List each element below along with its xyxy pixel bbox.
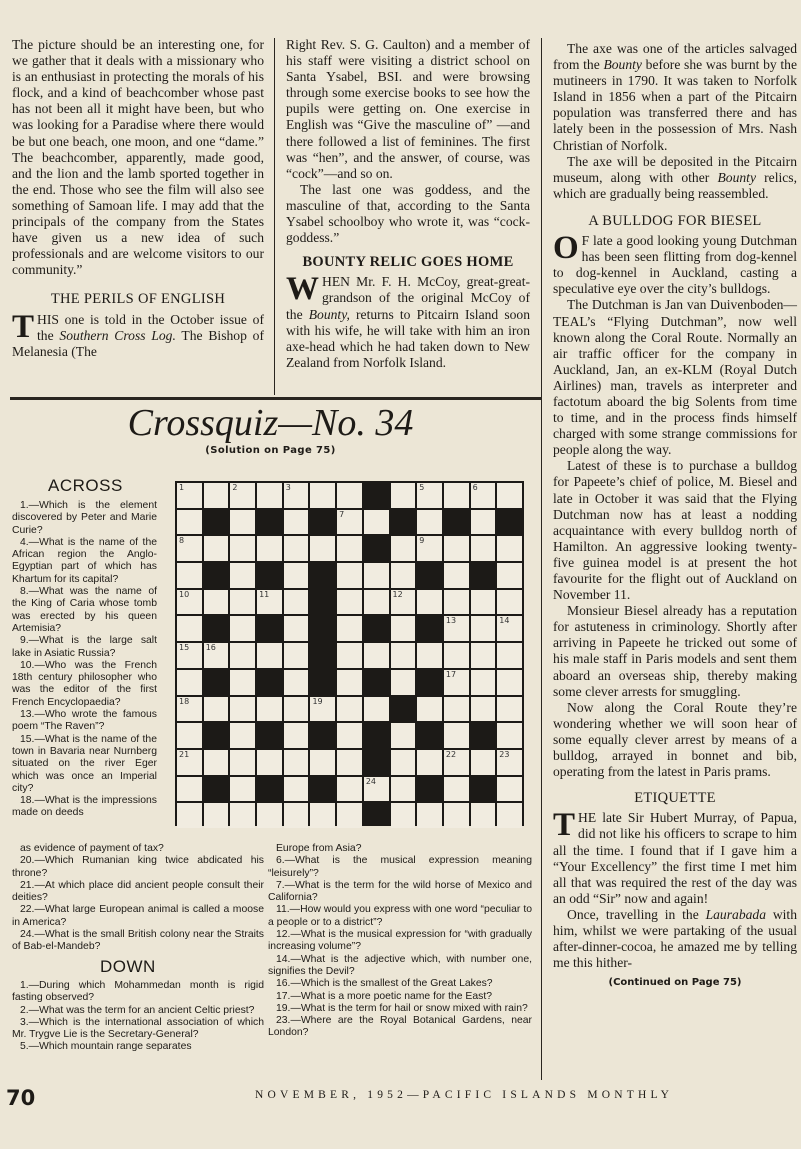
crossword-cell bbox=[310, 536, 335, 561]
crossword-cell bbox=[177, 483, 202, 508]
crossword-cell bbox=[337, 510, 362, 535]
crossword-cell bbox=[257, 590, 282, 615]
crossword-cell bbox=[417, 536, 442, 561]
crossword-cell bbox=[310, 803, 335, 828]
clue: 18.—What is the impressions made on deeds bbox=[12, 795, 157, 819]
column-2 bbox=[286, 37, 530, 371]
crossword-cell bbox=[391, 563, 416, 588]
continued-note: (Continued on Page 75) bbox=[608, 977, 742, 989]
crossword-cell bbox=[230, 483, 255, 508]
section-heading: A BULLDOG FOR BIESEL bbox=[588, 212, 762, 229]
paragraph: Now along the Coral Route they’re wondering whether we will soon hear of some equally clever arrest by means of a bulldog, arrayed in bonnet and bib, operating from the latest in Paris prams. bbox=[553, 699, 797, 780]
cell-number: 7 bbox=[339, 509, 345, 519]
clue: 4.—What is the name of the African region the Anglo-Egyptian part of which has Khartum for its capital? bbox=[12, 536, 157, 585]
crossword-cell bbox=[391, 483, 416, 508]
cell-number: 14 bbox=[499, 616, 510, 626]
crossword-cell bbox=[257, 697, 282, 722]
crossword-cell bbox=[444, 777, 469, 802]
drop-cap: O bbox=[553, 230, 579, 267]
crossword-cell bbox=[444, 670, 469, 695]
crossword-cell bbox=[177, 777, 202, 802]
crossword-cell bbox=[284, 510, 309, 535]
down-clues-right bbox=[268, 843, 532, 1040]
crossword-cell bbox=[444, 803, 469, 828]
crossword-cell bbox=[310, 483, 335, 508]
crossword-cell bbox=[230, 536, 255, 561]
cell-number: 21 bbox=[179, 749, 190, 759]
paragraph: Once, travelling in the Laurabada with him, whilst we were partaking of the usual after-dinner-cocoa, he amazed me by telling me this hither- bbox=[553, 906, 797, 971]
clue: 23.—Where are the Royal Botanical Gardens, near London? bbox=[268, 1015, 532, 1039]
crossword-cell bbox=[417, 803, 442, 828]
crossword-cell bbox=[364, 643, 389, 668]
crossword-cell bbox=[177, 803, 202, 828]
clue: 16.—Which is the smallest of the Great Lakes? bbox=[276, 978, 493, 990]
crossword-cell bbox=[230, 563, 255, 588]
crossword-cell bbox=[337, 643, 362, 668]
page-number: 70 bbox=[6, 1086, 36, 1110]
crossword-cell bbox=[284, 750, 309, 775]
across-clues-bottom bbox=[12, 843, 264, 954]
crossword-cell bbox=[337, 483, 362, 508]
crossword-cell bbox=[177, 723, 202, 748]
paragraph: O F late a good looking young Dutchman has been seen flitting from dog-kennel to dog-kennel in Auckland, casting a speculative eye over the city’s bulldogs. bbox=[553, 230, 797, 297]
crossword-cell bbox=[497, 536, 522, 561]
crossword-cell bbox=[337, 750, 362, 775]
down-heading: DOWN bbox=[100, 957, 156, 976]
crossword-cell bbox=[204, 643, 229, 668]
crossword-cell bbox=[497, 670, 522, 695]
crossword-cell bbox=[284, 723, 309, 748]
cell-number: 22 bbox=[445, 749, 457, 759]
section-heading: ETIQUETTE bbox=[634, 790, 716, 807]
crossword-cell bbox=[257, 750, 282, 775]
cell-number: 23 bbox=[499, 749, 510, 759]
crossword-cell bbox=[391, 536, 416, 561]
across-clues-top bbox=[12, 500, 157, 820]
crossword-cell bbox=[497, 750, 522, 775]
crossword-cell bbox=[177, 697, 202, 722]
clue: 10.—Who was the French 18th century philosopher who was the editor of the first French Encyclopaedia? bbox=[12, 659, 157, 708]
cell-number: 10 bbox=[179, 589, 190, 599]
crossword-cell bbox=[364, 777, 389, 802]
column-3 bbox=[553, 41, 797, 991]
clue: 22.—What large European animal is called a moose in America? bbox=[12, 904, 264, 928]
crossquiz-title: Crossquiz—No. 34 bbox=[127, 402, 414, 444]
crossword-cell bbox=[337, 536, 362, 561]
crossword-cell bbox=[471, 510, 496, 535]
crossword-cell bbox=[497, 563, 522, 588]
crossword-cell bbox=[444, 563, 469, 588]
crossword-cell bbox=[337, 590, 362, 615]
crossword-cell bbox=[337, 616, 362, 641]
crossword-cell bbox=[497, 697, 522, 722]
clue: 19.—What is the term for hail or snow mixed with rain? bbox=[276, 1002, 528, 1014]
crossword-cell bbox=[257, 483, 282, 508]
crossword-cell bbox=[444, 643, 469, 668]
crossword-cell bbox=[177, 616, 202, 641]
crossword-cell bbox=[204, 803, 229, 828]
crossword-cell bbox=[364, 697, 389, 722]
paragraph: The axe will be deposited in the Pitcairn museum, along with other Bounty relics, which are gradually being reassembled. bbox=[553, 153, 797, 201]
column-divider bbox=[274, 38, 275, 395]
clue: 15.—What is the name of the town in Bavaria near Nurnberg situated on the river Eger which was once an Imperial city? bbox=[12, 733, 157, 794]
crossword-cell bbox=[204, 750, 229, 775]
crossword-cell bbox=[177, 590, 202, 615]
crossword-cell bbox=[444, 723, 469, 748]
crossword-cell bbox=[310, 697, 335, 722]
crossword-cell bbox=[177, 536, 202, 561]
crossword-cell bbox=[204, 536, 229, 561]
crossword-cell bbox=[230, 616, 255, 641]
cell-number: 3 bbox=[285, 483, 291, 492]
crossword-cell bbox=[444, 590, 469, 615]
cell-number: 6 bbox=[472, 483, 478, 492]
cell-number: 8 bbox=[179, 536, 185, 546]
cell-number: 24 bbox=[365, 776, 377, 786]
crossword-cell bbox=[417, 483, 442, 508]
crossword-cell bbox=[230, 510, 255, 535]
crossword-cell bbox=[284, 803, 309, 828]
paragraph: The Dutchman is Jan van Duivenboden—TEAL’s “Flying Dutchman”, now well known along the Coral Route. Normally an air traffic officer for the company in Auckland, Jan, an ex-KLM (Royal Dutch Airlines) man, travels as interpreter and factotum aboard the big Solents from time to time, and in the process finds himself charged with some strange commissions for people along the way. bbox=[553, 297, 797, 458]
crossword-cell bbox=[497, 616, 522, 641]
crossword-cell bbox=[337, 697, 362, 722]
running-footer: NOVEMBER, 1952—PACIFIC ISLANDS MONTHLY bbox=[255, 1089, 674, 1101]
crossword-cell bbox=[471, 670, 496, 695]
cell-number: 18 bbox=[179, 696, 190, 706]
crossword-cell bbox=[444, 536, 469, 561]
cell-number: 2 bbox=[232, 483, 238, 492]
crossword-cell bbox=[391, 723, 416, 748]
crossword-cell bbox=[471, 616, 496, 641]
clue: 3.—Which is the international association of which Mr. Trygve Lie is the Secretary-General? bbox=[12, 1016, 264, 1041]
paragraph: The axe was one of the articles salvaged from the Bounty before she was burnt by the mutineers in 1790. It was taken to Norfolk Island in 1856 when a part of the Pitcairn population was transferred there and has lately been in the possession of Mrs. Nash Christian of Norfolk. bbox=[553, 41, 797, 153]
crossword-cell bbox=[471, 697, 496, 722]
cell-number: 13 bbox=[445, 616, 457, 626]
crossword-cell bbox=[257, 643, 282, 668]
paragraph: Monsieur Biesel already has a reputation for astuteness in criminology. Shortly after arriving in Papeete he tricked out some of his male staff in Paris models and sent them aboard an overseas ship, thereby making some clever arrests for smuggling. bbox=[553, 603, 797, 699]
crossword-cell bbox=[177, 510, 202, 535]
crossword-cell bbox=[391, 777, 416, 802]
paragraph: Right Rev. S. G. Caulton) and a member of his staff were visiting a district school on Santa Ysabel, BSI. and were browsing through some exercise books to see how the pupils were getting on. One exercise in English was “Give the masculine of” —and there followed a list of feminines. The first was “hen”, and the answer, of course, was “cock”—and so on. bbox=[286, 37, 530, 181]
crossword-cell bbox=[177, 670, 202, 695]
crossword-cell bbox=[204, 697, 229, 722]
clue: 21.—At which place did ancient people consult their deities? bbox=[12, 879, 264, 904]
cell-number: 16 bbox=[205, 643, 216, 653]
clue: 7.—What is the term for the wild horse of Mexico and California? bbox=[268, 879, 532, 904]
clue: as evidence of payment of tax? bbox=[20, 843, 164, 854]
crossword-cell bbox=[284, 670, 309, 695]
clue: 8.—What was the name of the King of Caria whose tomb was erected by his queen Artemisia? bbox=[12, 586, 157, 634]
crossword-cell bbox=[284, 563, 309, 588]
clue: Europe from Asia? bbox=[276, 843, 362, 854]
crossword-cell bbox=[391, 590, 416, 615]
crossword-cell bbox=[230, 697, 255, 722]
crossword-cell bbox=[204, 483, 229, 508]
crossword-cell bbox=[471, 750, 496, 775]
crossword-cell bbox=[391, 803, 416, 828]
clue: 13.—Who wrote the famous poem “The Raven”? bbox=[12, 709, 157, 733]
crossword-grid bbox=[175, 481, 524, 826]
crossword-cell bbox=[497, 723, 522, 748]
clue: 11.—How would you express with one word “peculiar to a people or to a district”? bbox=[268, 904, 532, 928]
crossword-cell bbox=[417, 697, 442, 722]
crossword-cell bbox=[284, 590, 309, 615]
crossword-cell bbox=[471, 590, 496, 615]
crossword-cell bbox=[471, 643, 496, 668]
clue: 17.—What is a more poetic name for the East? bbox=[276, 990, 492, 1002]
crossword-cell bbox=[364, 510, 389, 535]
crossword-cell bbox=[471, 536, 496, 561]
crossword-cell bbox=[444, 750, 469, 775]
crossword-cell bbox=[444, 616, 469, 641]
crossword-cell bbox=[284, 777, 309, 802]
crossword-cell bbox=[230, 750, 255, 775]
crossword-cell bbox=[417, 643, 442, 668]
crossword-cell bbox=[471, 483, 496, 508]
crossword-cell bbox=[230, 643, 255, 668]
section-heading: THE PERILS OF ENGLISH bbox=[50, 291, 226, 308]
paragraph: THE late Sir Hubert Murray, of Papua, did not like his officers to scrape to him all the time. I found that if I gave him a “Your Excellency” the first time I met him all that was required the rest of the day was an odd “Sir” now and again! bbox=[553, 807, 797, 906]
clue: 1.—Which is the element discovered by Peter and Marie Curie? bbox=[12, 500, 157, 536]
crossword-cell bbox=[230, 670, 255, 695]
paragraph: THIS one is told in the October issue of the Southern Cross Log. The Bishop of Melanesia (The bbox=[12, 308, 264, 359]
crossword-cell bbox=[257, 536, 282, 561]
crossword-cell bbox=[230, 723, 255, 748]
crossword-cell bbox=[284, 697, 309, 722]
cell-number: 9 bbox=[419, 536, 425, 546]
paragraph: Latest of these is to purchase a bulldog for Papeete’s chief of police, M. Biesel and late in October it was said that the Flying Dutchman now has at least a nodding acquaintance with every bulldog north of Hamilton. An aggressive looking twenty-five guinea model is at present the hot favourite for the flight out of Auckland on November 11. bbox=[553, 458, 797, 603]
crossword-cell bbox=[284, 616, 309, 641]
crossword-cell bbox=[337, 803, 362, 828]
crossquiz-solution-note: (Solution on Page 75) bbox=[205, 445, 336, 456]
crossword-cell bbox=[230, 590, 255, 615]
crossword-cell bbox=[391, 670, 416, 695]
section-heading: BOUNTY RELIC GOES HOME bbox=[302, 254, 514, 271]
crossword-cell bbox=[444, 483, 469, 508]
clue: 2.—What was the term for an ancient Celtic priest? bbox=[20, 1004, 255, 1016]
crossword-cell bbox=[177, 563, 202, 588]
cell-number: 17 bbox=[445, 669, 457, 679]
clue: 6.—What is the musical expression meaning “leisurely”? bbox=[268, 855, 532, 879]
column-divider bbox=[541, 38, 542, 1080]
clue: 14.—What is the adjective which, with number one, signifies the Devil? bbox=[268, 953, 532, 977]
crossword-cell bbox=[497, 643, 522, 668]
paragraph: The picture should be an interesting one, for we gather that it deals with a missionary who is an enthusiast in protecting the morals of his flock, and a kind of beachcomber whose past has not been all it might have been, but who was looking for a Paradise where there would be but one beach, one moon, and one “dame.” The beachcomber, apparently, made good, and the lion and the lamb sported together in the end. Those who see the film will also see something of Samoan life. I may add that the principals of the company from the States have given us a new idea of such professionals and are welcome visitors to our community.” bbox=[12, 37, 264, 278]
crossword-cell bbox=[284, 643, 309, 668]
down-clues-left bbox=[12, 980, 264, 1054]
crossword-cell bbox=[337, 563, 362, 588]
cell-number: 11 bbox=[259, 589, 270, 599]
crossword-cell bbox=[177, 750, 202, 775]
crossword-cell bbox=[230, 777, 255, 802]
clue: 20.—Which Rumanian king twice abdicated his throne? bbox=[12, 855, 264, 879]
section-rule bbox=[10, 397, 541, 400]
clue: 1.—During which Mohammedan month is rigid fasting observed? bbox=[12, 980, 264, 1004]
crossword-cell bbox=[364, 590, 389, 615]
crossword-cell bbox=[337, 723, 362, 748]
across-heading: ACROSS bbox=[48, 476, 123, 495]
drop-cap: T bbox=[553, 807, 576, 844]
crossword-cell bbox=[204, 590, 229, 615]
clue: 24.—What is the small British colony near the Straits of Bab-el-Mandeb? bbox=[12, 929, 264, 953]
clue: 9.—What is the large salt lake in Asiatic Russia? bbox=[12, 635, 157, 659]
crossword-cell bbox=[337, 670, 362, 695]
crossword-cell bbox=[471, 803, 496, 828]
crossword-cell bbox=[497, 483, 522, 508]
crossword-cell bbox=[417, 510, 442, 535]
cell-number: 19 bbox=[312, 696, 323, 706]
crossword-cell bbox=[337, 777, 362, 802]
crossword-cell bbox=[444, 697, 469, 722]
crossword-cell bbox=[497, 590, 522, 615]
clue: 5.—Which mountain range separates bbox=[20, 1041, 192, 1053]
crossword-cell bbox=[391, 643, 416, 668]
clue: 12.—What is the musical expression for “with gradually increasing volume”? bbox=[268, 929, 532, 953]
cell-number: 1 bbox=[179, 483, 185, 492]
crossword-cell bbox=[310, 750, 335, 775]
drop-cap: T bbox=[12, 308, 35, 345]
drop-cap: W bbox=[286, 271, 319, 308]
paragraph: The last one was goddess, and the masculine of that, according to the Santa Ysabel schoolboy who wrote it, was “cock-goddess.” bbox=[286, 181, 530, 246]
crossword-cell bbox=[417, 750, 442, 775]
cell-number: 12 bbox=[392, 589, 403, 599]
crossword-cell bbox=[364, 563, 389, 588]
crossword-cell bbox=[177, 643, 202, 668]
crossword-cell bbox=[497, 803, 522, 828]
paragraph: WHEN Mr. F. H. McCoy, great-great-grandson of the original McCoy of the Bounty, returns to Pitcairn Island soon with his wife, he will take with him an iron axe-head which he had taken down to New Zealand from Norfolk Island. bbox=[286, 271, 530, 370]
crossword-cell bbox=[417, 590, 442, 615]
crossword-cell bbox=[284, 536, 309, 561]
crossword-cell bbox=[391, 616, 416, 641]
crossword-cell bbox=[497, 777, 522, 802]
cell-number: 15 bbox=[179, 643, 190, 653]
cell-number: 5 bbox=[419, 483, 425, 492]
crossword-cell bbox=[257, 803, 282, 828]
crossword-cell bbox=[391, 750, 416, 775]
crossword-cell bbox=[230, 803, 255, 828]
crossword-cell bbox=[284, 483, 309, 508]
column-1 bbox=[12, 37, 264, 360]
